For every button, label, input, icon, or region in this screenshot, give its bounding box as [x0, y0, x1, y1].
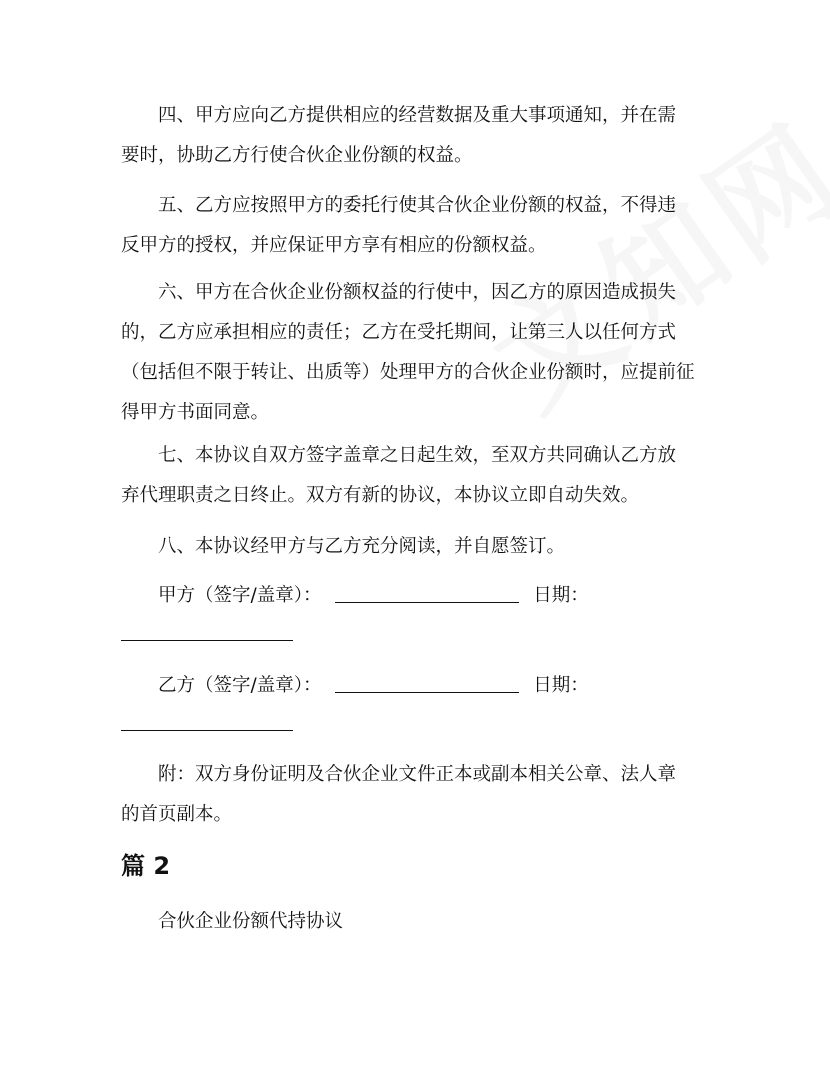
paragraph-6 — [121, 273, 711, 433]
date-label: 日期： — [533, 675, 589, 696]
signature-party-b — [158, 666, 589, 706]
paragraph-line: 附：双方身份证明及合伙企业文件正本或副本相关公章、法人章 — [158, 764, 677, 785]
paragraph-7 — [121, 436, 711, 516]
paragraph-line: 的，乙方应承担相应的责任；乙方在受托期间，让第三人以任何方式 — [121, 322, 677, 343]
paragraph-line: （包括但不限于转让、出质等）处理甲方的合伙企业份额时，应提前征 — [121, 362, 695, 383]
signature-blank[interactable] — [335, 580, 519, 603]
attachment-note — [121, 755, 711, 835]
paragraph-line: 六、甲方在合伙企业份额权益的行使中，因乙方的原因造成损失 — [158, 282, 677, 303]
paragraph-line: 得甲方书面同意。 — [121, 402, 270, 423]
signature-blank[interactable] — [335, 670, 519, 693]
paragraph-line: 的首页副本。 — [121, 804, 233, 825]
paragraph-line: 八、本协议经甲方与乙方充分阅读，并自愿签订。 — [158, 536, 566, 557]
signature-party-a — [158, 576, 589, 616]
paragraph-4 — [121, 96, 711, 176]
section-heading: 篇 2 — [121, 852, 171, 880]
date-blank[interactable] — [121, 618, 293, 641]
date-label: 日期： — [533, 585, 589, 606]
signature-label: 乙方（签字/盖章）： — [158, 675, 322, 696]
paragraph-8 — [121, 527, 711, 567]
paragraph-5 — [121, 186, 711, 266]
paragraph-line: 七、本协议自双方签字盖章之日起生效，至双方共同确认乙方放 — [158, 445, 677, 466]
date-blank[interactable] — [121, 708, 293, 731]
section-subtitle: 合伙企业份额代持协议 — [158, 911, 344, 932]
paragraph-line: 五、乙方应按照甲方的委托行使其合伙企业份额的权益，不得违 — [158, 195, 677, 216]
paragraph-line: 反甲方的授权，并应保证甲方享有相应的份额权益。 — [121, 235, 547, 256]
paragraph-line: 要时，协助乙方行使合伙企业份额的权益。 — [121, 145, 473, 166]
paragraph-line: 弃代理职责之日终止。双方有新的协议，本协议立即自动失效。 — [121, 485, 640, 506]
signature-label: 甲方（签字/盖章）： — [158, 585, 322, 606]
paragraph-line: 四、甲方应向乙方提供相应的经营数据及重大事项通知，并在需 — [158, 105, 677, 126]
